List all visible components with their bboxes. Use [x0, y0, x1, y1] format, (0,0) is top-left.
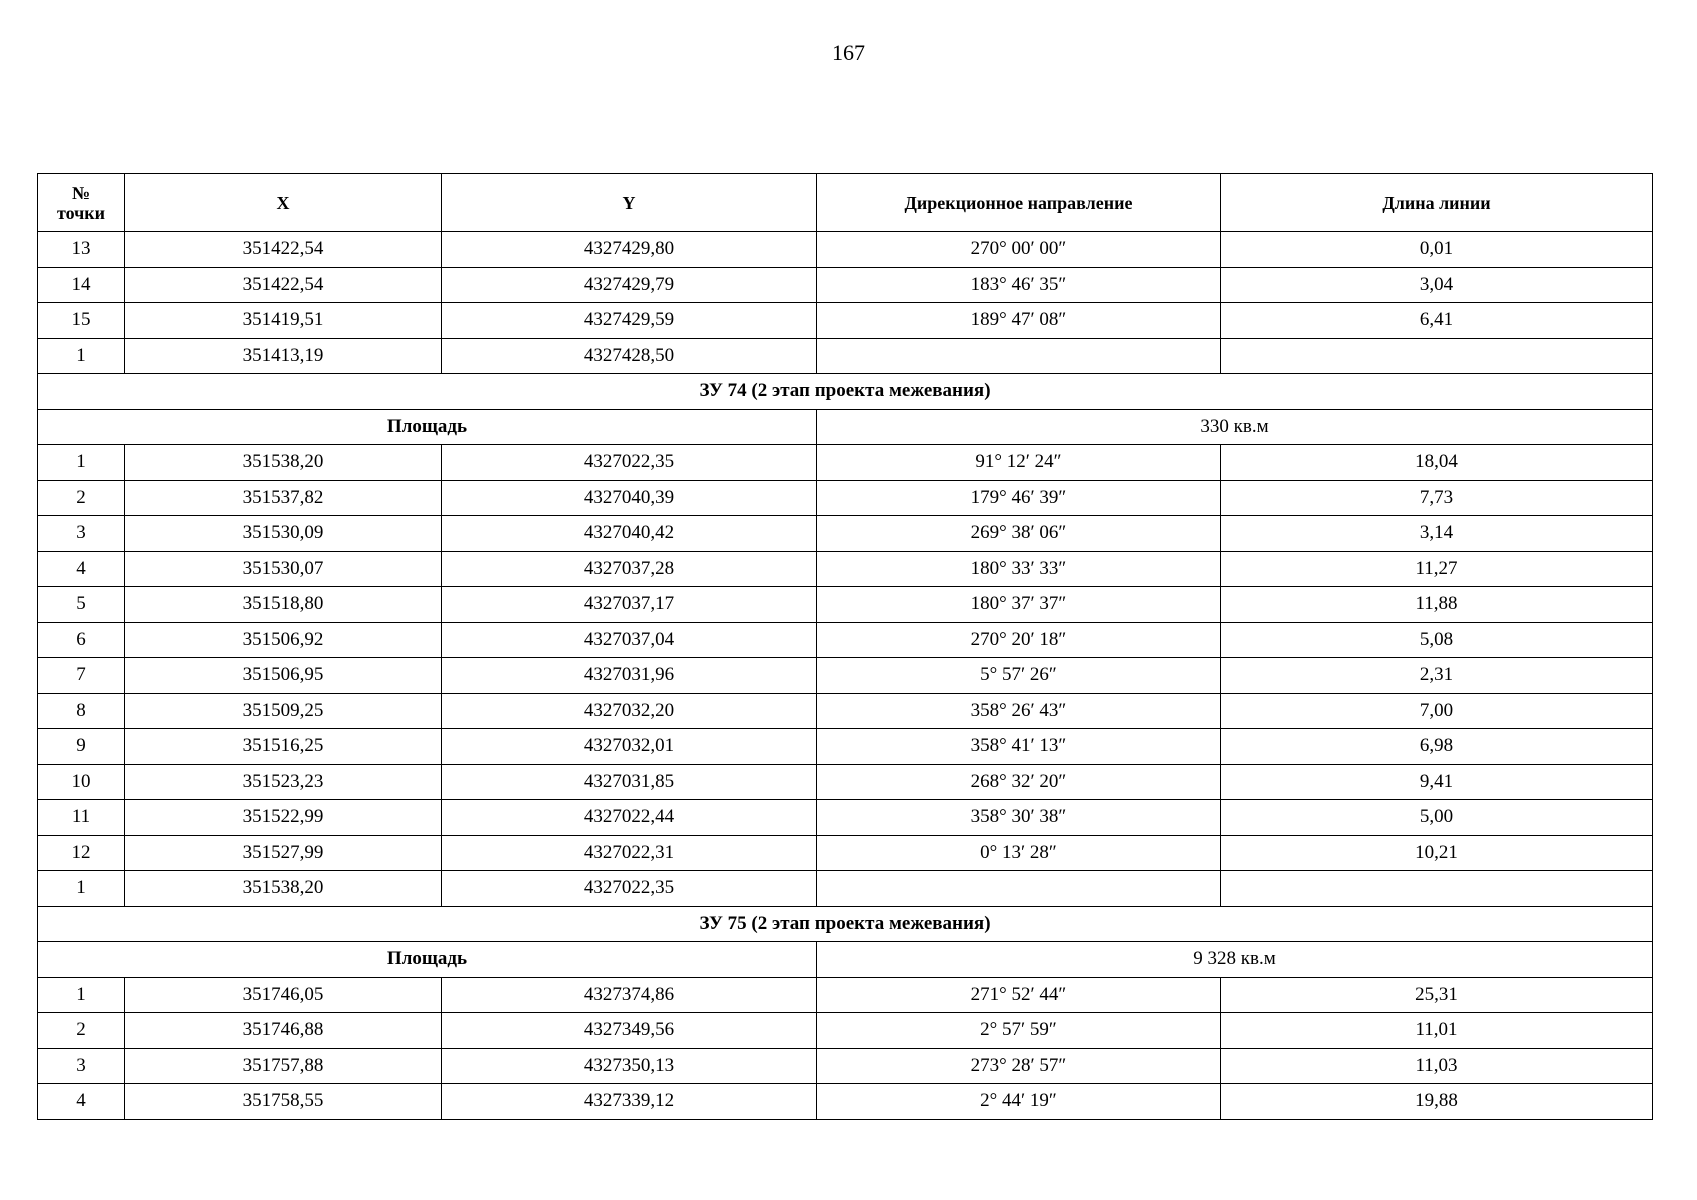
cell-y: 4327032,20	[442, 693, 817, 729]
cell-point-number: 1	[38, 871, 125, 907]
cell-point-number: 15	[38, 303, 125, 339]
table-row	[38, 729, 1653, 765]
cell-point-number: 1	[38, 977, 125, 1013]
cell-x: 351506,95	[125, 658, 442, 694]
area-label: Площадь	[38, 409, 817, 445]
table-row	[38, 693, 1653, 729]
table-row	[38, 1084, 1653, 1120]
cell-direction: 0° 13′ 28″	[817, 835, 1221, 871]
cell-length: 6,41	[1221, 303, 1653, 339]
section-title-row	[38, 906, 1653, 942]
cell-direction: 358° 41′ 13″	[817, 729, 1221, 765]
cell-point-number: 1	[38, 445, 125, 481]
cell-y: 4327032,01	[442, 729, 817, 765]
table-row	[38, 871, 1653, 907]
cell-point-number: 2	[38, 480, 125, 516]
cell-length: 25,31	[1221, 977, 1653, 1013]
cell-x: 351509,25	[125, 693, 442, 729]
cell-direction: 270° 00′ 00″	[817, 232, 1221, 268]
section-title: ЗУ 74 (2 этап проекта межевания)	[38, 374, 1653, 410]
cell-length: 2,31	[1221, 658, 1653, 694]
cell-length: 7,73	[1221, 480, 1653, 516]
cell-y: 4327040,42	[442, 516, 817, 552]
cell-point-number: 2	[38, 1013, 125, 1049]
cell-length: 9,41	[1221, 764, 1653, 800]
area-row	[38, 409, 1653, 445]
section-title-row	[38, 374, 1653, 410]
cell-x: 351523,23	[125, 764, 442, 800]
cell-direction: 91° 12′ 24″	[817, 445, 1221, 481]
cell-point-number: 3	[38, 1048, 125, 1084]
cell-y: 4327339,12	[442, 1084, 817, 1120]
table-row	[38, 1013, 1653, 1049]
cell-y: 4327037,28	[442, 551, 817, 587]
area-label: Площадь	[38, 942, 817, 978]
cell-x: 351422,54	[125, 232, 442, 268]
cell-x: 351516,25	[125, 729, 442, 765]
page-number: 167	[832, 40, 865, 65]
cell-point-number: 8	[38, 693, 125, 729]
table-row	[38, 303, 1653, 339]
cell-direction	[817, 871, 1221, 907]
cell-direction: 271° 52′ 44″	[817, 977, 1221, 1013]
cell-point-number: 9	[38, 729, 125, 765]
cell-x: 351746,88	[125, 1013, 442, 1049]
cell-point-number: 3	[38, 516, 125, 552]
cell-x: 351527,99	[125, 835, 442, 871]
area-row	[38, 942, 1653, 978]
cell-x: 351530,07	[125, 551, 442, 587]
cell-y: 4327022,35	[442, 445, 817, 481]
cell-length: 11,27	[1221, 551, 1653, 587]
cell-length: 6,98	[1221, 729, 1653, 765]
section-title: ЗУ 75 (2 этап проекта межевания)	[38, 906, 1653, 942]
cell-direction: 180° 33′ 33″	[817, 551, 1221, 587]
cell-length: 5,00	[1221, 800, 1653, 836]
area-value: 9 328 кв.м	[817, 942, 1653, 978]
header-point-number: № точки	[38, 174, 125, 232]
cell-length	[1221, 871, 1653, 907]
table-row	[38, 977, 1653, 1013]
cell-x: 351758,55	[125, 1084, 442, 1120]
cell-point-number: 10	[38, 764, 125, 800]
cell-point-number: 7	[38, 658, 125, 694]
cell-direction: 273° 28′ 57″	[817, 1048, 1221, 1084]
table-row	[38, 516, 1653, 552]
cell-x: 351422,54	[125, 267, 442, 303]
cell-y: 4327022,35	[442, 871, 817, 907]
table-row	[38, 551, 1653, 587]
cell-length: 3,14	[1221, 516, 1653, 552]
cell-x: 351518,80	[125, 587, 442, 623]
cell-y: 4327031,96	[442, 658, 817, 694]
cell-point-number: 4	[38, 1084, 125, 1120]
cell-point-number: 11	[38, 800, 125, 836]
cell-direction: 189° 47′ 08″	[817, 303, 1221, 339]
cell-y: 4327022,31	[442, 835, 817, 871]
header-x: X	[125, 174, 442, 232]
cell-length: 7,00	[1221, 693, 1653, 729]
table-header-row	[38, 174, 1653, 232]
cell-direction: 268° 32′ 20″	[817, 764, 1221, 800]
cell-x: 351506,92	[125, 622, 442, 658]
cell-direction	[817, 338, 1221, 374]
cell-x: 351538,20	[125, 871, 442, 907]
cell-length: 10,21	[1221, 835, 1653, 871]
cell-direction: 2° 57′ 59″	[817, 1013, 1221, 1049]
cell-y: 4327037,17	[442, 587, 817, 623]
cell-length: 11,01	[1221, 1013, 1653, 1049]
table-row	[38, 1048, 1653, 1084]
cell-length	[1221, 338, 1653, 374]
cell-point-number: 12	[38, 835, 125, 871]
coordinates-table	[37, 173, 1653, 1120]
cell-direction: 179° 46′ 39″	[817, 480, 1221, 516]
cell-length: 0,01	[1221, 232, 1653, 268]
cell-length: 5,08	[1221, 622, 1653, 658]
cell-y: 4327428,50	[442, 338, 817, 374]
cell-x: 351537,82	[125, 480, 442, 516]
cell-y: 4327037,04	[442, 622, 817, 658]
cell-y: 4327031,85	[442, 764, 817, 800]
header-y: Y	[442, 174, 817, 232]
cell-length: 11,88	[1221, 587, 1653, 623]
table-row	[38, 835, 1653, 871]
cell-y: 4327429,79	[442, 267, 817, 303]
cell-direction: 5° 57′ 26″	[817, 658, 1221, 694]
cell-point-number: 13	[38, 232, 125, 268]
cell-y: 4327374,86	[442, 977, 817, 1013]
cell-y: 4327350,13	[442, 1048, 817, 1084]
cell-direction: 270° 20′ 18″	[817, 622, 1221, 658]
cell-point-number: 14	[38, 267, 125, 303]
cell-x: 351522,99	[125, 800, 442, 836]
cell-point-number: 5	[38, 587, 125, 623]
cell-point-number: 1	[38, 338, 125, 374]
cell-x: 351746,05	[125, 977, 442, 1013]
cell-length: 3,04	[1221, 267, 1653, 303]
table-row	[38, 764, 1653, 800]
table-row	[38, 480, 1653, 516]
area-value: 330 кв.м	[817, 409, 1653, 445]
header-direction: Дирекционное направление	[817, 174, 1221, 232]
cell-point-number: 6	[38, 622, 125, 658]
cell-x: 351538,20	[125, 445, 442, 481]
cell-direction: 183° 46′ 35″	[817, 267, 1221, 303]
cell-direction: 180° 37′ 37″	[817, 587, 1221, 623]
cell-y: 4327429,80	[442, 232, 817, 268]
cell-direction: 2° 44′ 19″	[817, 1084, 1221, 1120]
cell-point-number: 4	[38, 551, 125, 587]
cell-y: 4327022,44	[442, 800, 817, 836]
table-body	[38, 232, 1653, 1120]
cell-y: 4327040,39	[442, 480, 817, 516]
cell-y: 4327349,56	[442, 1013, 817, 1049]
cell-x: 351413,19	[125, 338, 442, 374]
cell-direction: 269° 38′ 06″	[817, 516, 1221, 552]
table-row	[38, 232, 1653, 268]
table-row	[38, 587, 1653, 623]
table-row	[38, 800, 1653, 836]
cell-x: 351757,88	[125, 1048, 442, 1084]
table-row	[38, 267, 1653, 303]
cell-length: 19,88	[1221, 1084, 1653, 1120]
cell-length: 18,04	[1221, 445, 1653, 481]
cell-direction: 358° 26′ 43″	[817, 693, 1221, 729]
table-row	[38, 658, 1653, 694]
table-row	[38, 445, 1653, 481]
table-row	[38, 622, 1653, 658]
cell-y: 4327429,59	[442, 303, 817, 339]
cell-length: 11,03	[1221, 1048, 1653, 1084]
cell-direction: 358° 30′ 38″	[817, 800, 1221, 836]
table-row	[38, 338, 1653, 374]
cell-x: 351530,09	[125, 516, 442, 552]
header-length: Длина линии	[1221, 174, 1653, 232]
cell-x: 351419,51	[125, 303, 442, 339]
